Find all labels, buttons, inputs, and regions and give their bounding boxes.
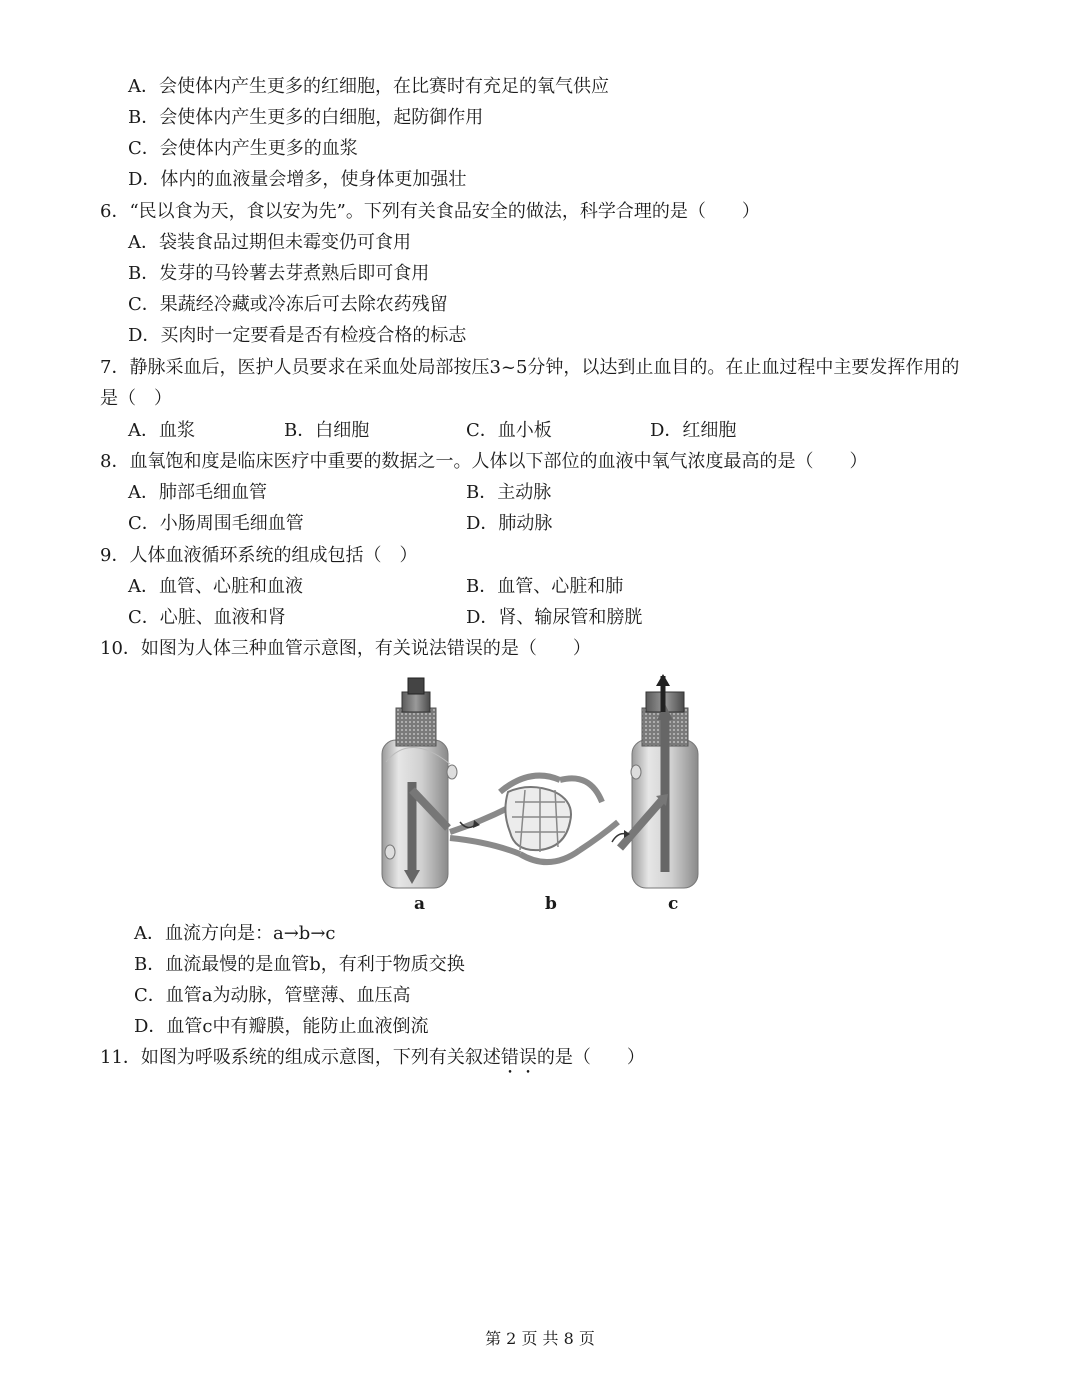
- q9-option-b: B．血管、心脏和肺: [466, 576, 624, 597]
- q11-stem-prefix: 11．如图为呼吸系统的组成示意图，下列有关叙述: [100, 1047, 501, 1068]
- q9-option-a: A．血管、心脏和血液: [128, 576, 303, 597]
- q9-option-d: D．肾、输尿管和膀胱: [466, 607, 643, 628]
- q7-stem-line2: 是（ ）: [100, 388, 172, 409]
- capillary-b: [450, 776, 618, 863]
- q8-option-d: D．肺动脉: [466, 513, 553, 534]
- figure-label-a: a: [414, 894, 426, 914]
- q11-stem: [100, 1046, 645, 1078]
- q9-stem: 9．人体血液循环系统的组成包括（ ）: [100, 545, 418, 566]
- q8-option-a: A．肺部毛细血管: [128, 482, 267, 503]
- figure-label-b: b: [545, 894, 557, 914]
- q10-option-b: B．血流最慢的是血管b，有利于物质交换: [134, 954, 465, 975]
- q7-option-a: A．血浆: [128, 420, 195, 441]
- q9-option-c: C．心脏、血液和肾: [128, 607, 286, 628]
- q6-option-a: A．袋装食品过期但未霉变仍可食用: [128, 232, 411, 253]
- q6-stem: 6．“民以食为天，食以安为先”。下列有关食品安全的做法，科学合理的是（ ）: [100, 201, 760, 222]
- q8-option-b: B．主动脉: [466, 482, 552, 503]
- blood-vessels-illustration: [380, 672, 700, 892]
- q5-option-d: D．体内的血液量会增多，使身体更加强壮: [128, 169, 467, 190]
- q6-option-c: C．果蔬经冷藏或冷冻后可去除农药残留: [128, 294, 448, 315]
- page-footer: 第 2 页 共 8 页: [485, 1329, 595, 1348]
- vessel-a: [382, 678, 457, 888]
- q11-stem-suffix: 的是（ ）: [536, 1047, 645, 1068]
- q10-option-a: A．血流方向是：a→b→c: [134, 923, 336, 944]
- q10-option-d: D．血管c中有瓣膜，能防止血液倒流: [134, 1016, 429, 1037]
- figure-label-c: c: [668, 894, 679, 914]
- q11-stem-emphasis: 错误: [500, 1047, 537, 1068]
- q7-option-c: C．血小板: [466, 420, 552, 441]
- blood-vessels-figure: [380, 672, 700, 920]
- q7-option-b: B．白细胞: [284, 420, 370, 441]
- vessel-c: [612, 674, 698, 888]
- q8-stem: 8．血氧饱和度是临床医疗中重要的数据之一。人体以下部位的血液中氧气浓度最高的是（ ）: [100, 451, 868, 472]
- q5-option-b: B．会使体内产生更多的白细胞，起防御作用: [128, 107, 484, 128]
- q6-option-b: B．发芽的马铃薯去芽煮熟后即可食用: [128, 263, 430, 284]
- q8-option-c: C．小肠周围毛细血管: [128, 513, 304, 534]
- q7-option-d: D．红细胞: [650, 420, 737, 441]
- q10-option-c: C．血管a为动脉，管壁薄、血压高: [134, 985, 411, 1006]
- q5-option-a: A．会使体内产生更多的红细胞，在比赛时有充足的氧气供应: [128, 76, 609, 97]
- q7-stem-line1: 7．静脉采血后，医护人员要求在采血处局部按压3~5分钟，以达到止血目的。在止血过程中主要发挥作用的: [100, 357, 960, 378]
- q6-option-d: D．买肉时一定要看是否有检疫合格的标志: [128, 325, 467, 346]
- q5-option-c: C．会使体内产生更多的血浆: [128, 138, 358, 159]
- q10-stem: 10．如图为人体三种血管示意图，有关说法错误的是（ ）: [100, 638, 591, 659]
